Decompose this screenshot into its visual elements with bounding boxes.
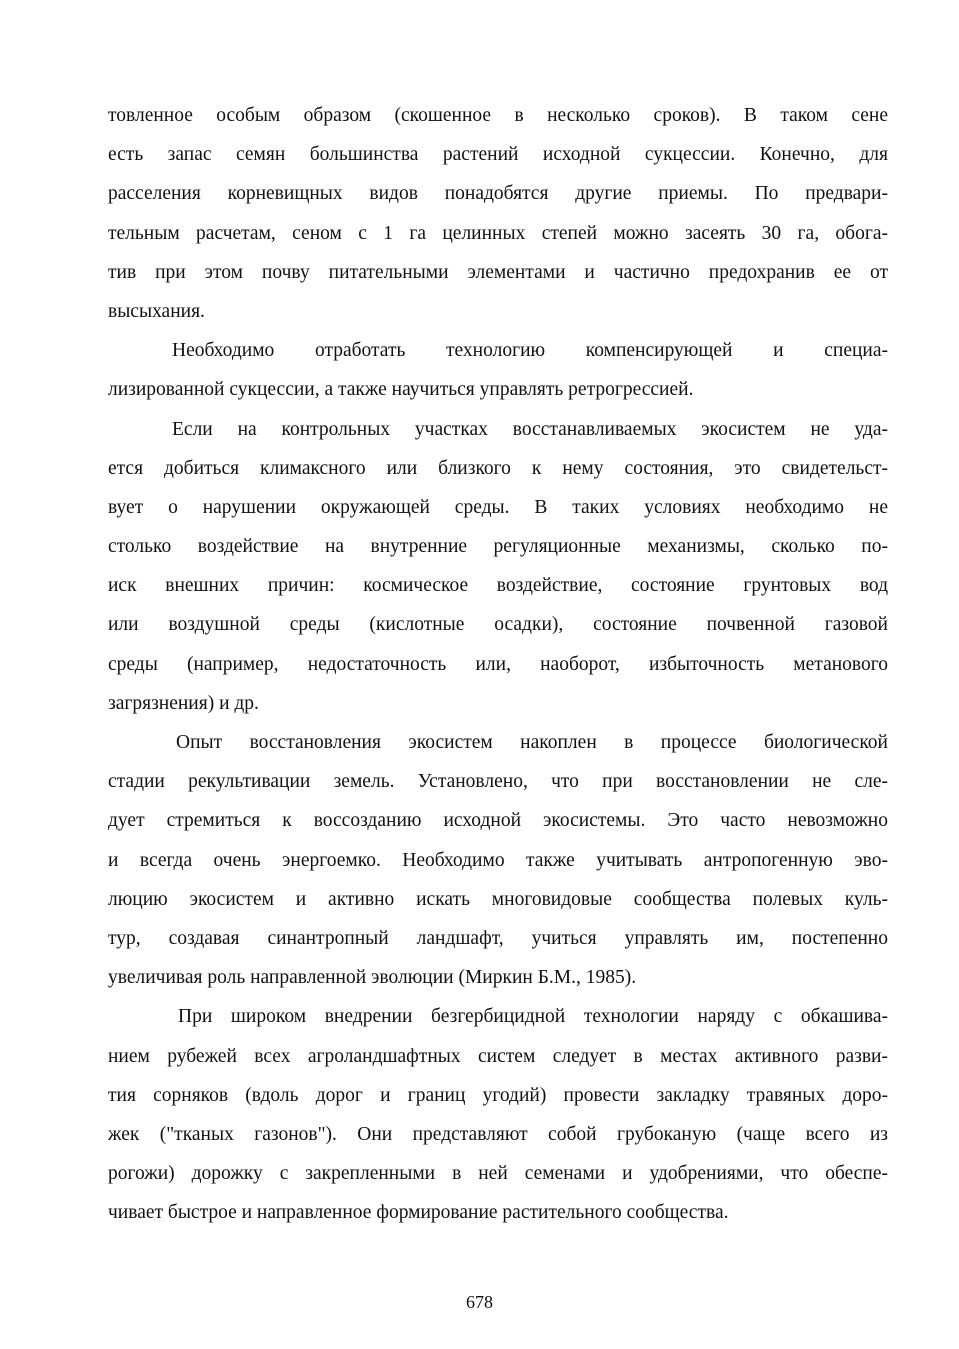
text-line: расселения корневищных видов понадобятся другие приемы. По предвари- <box>108 183 888 205</box>
text-line: вует о нарушении окружающей среды. В таких условиях необходимо не <box>108 496 888 518</box>
text-line: есть запас семян большинства растений исходной сукцессии. Конечно, для <box>108 144 888 166</box>
text-line: или воздушной среды (кислотные осадки), состояние почвенной газовой <box>108 614 888 636</box>
text-line: нием рубежей всех агроландшафтных систем следует в местах активного разви- <box>108 1045 888 1067</box>
text-line: тия сорняков (вдоль дорог и границ угодий) провести закладку травяных доро- <box>108 1084 888 1106</box>
text-line: загрязнения) и др. <box>108 692 259 714</box>
page-number: 678 <box>466 1292 493 1312</box>
text-line: лизированной сукцессии, а также научиться управлять ретрогрессией. <box>108 379 694 401</box>
text-line: рогожи) дорожку с закрепленными в ней семенами и удобрениями, что обеспе- <box>108 1163 888 1185</box>
text-line: высыхания. <box>108 300 205 322</box>
text-line: столько воздействие на внутренние регуляционные механизмы, сколько по- <box>108 536 888 558</box>
text-line: товленное особым образом (скошенное в несколько сроков). В таком сене <box>108 105 888 126</box>
text-line: среды (например, недостаточность или, наоборот, избыточность метанового <box>108 653 888 675</box>
paragraph-first-line: Если на контрольных участках восстанавливаемых экосистем не уда- <box>172 418 888 440</box>
text-line: тив при этом почву питательными элементами и частично предохранив ее от <box>108 261 888 283</box>
text-line: иск внешних причин: космическое воздействие, состояние грунтовых вод <box>108 575 888 597</box>
text-line: чивает быстрое и направленное формирование растительного сообщества. <box>108 1202 729 1224</box>
text-line: увеличивая роль направленной эволюции (Миркин Б.М., 1985). <box>108 967 637 989</box>
paragraph-first-line: При широком внедрении безгербицидной технологии наряду с обкашива- <box>178 1006 888 1028</box>
text-line: дует стремиться к воссозданию исходной экосистемы. Это часто невозможно <box>108 810 888 832</box>
text-line: тур, создавая синантропный ландшафт, учиться управлять им, постепенно <box>108 927 888 949</box>
text-line: тельным расчетам, сеном с 1 га целинных степей можно засеять 30 га, обога- <box>108 222 888 244</box>
paragraph-first-line: Необходимо отработать технологию компенсирующей и специа- <box>172 340 888 362</box>
paragraph-first-line: Опыт восстановления экосистем накоплен в процессе биологической <box>176 732 888 753</box>
text-line: и всегда очень энергоемко. Необходимо также учитывать антропогенную эво- <box>108 849 888 871</box>
text-line: люцию экосистем и активно искать многовидовые сообщества полевых куль- <box>108 888 888 910</box>
body-text <box>108 96 888 1232</box>
text-line: жек ("тканых газонов"). Они представляют собой грубоканую (чаще всего из <box>108 1123 888 1145</box>
text-line: стадии рекультивации земель. Установлено, что при восстановлении не сле- <box>108 771 888 793</box>
text-line: ется добиться климаксного или близкого к нему состояния, это свидетельст- <box>108 457 888 479</box>
